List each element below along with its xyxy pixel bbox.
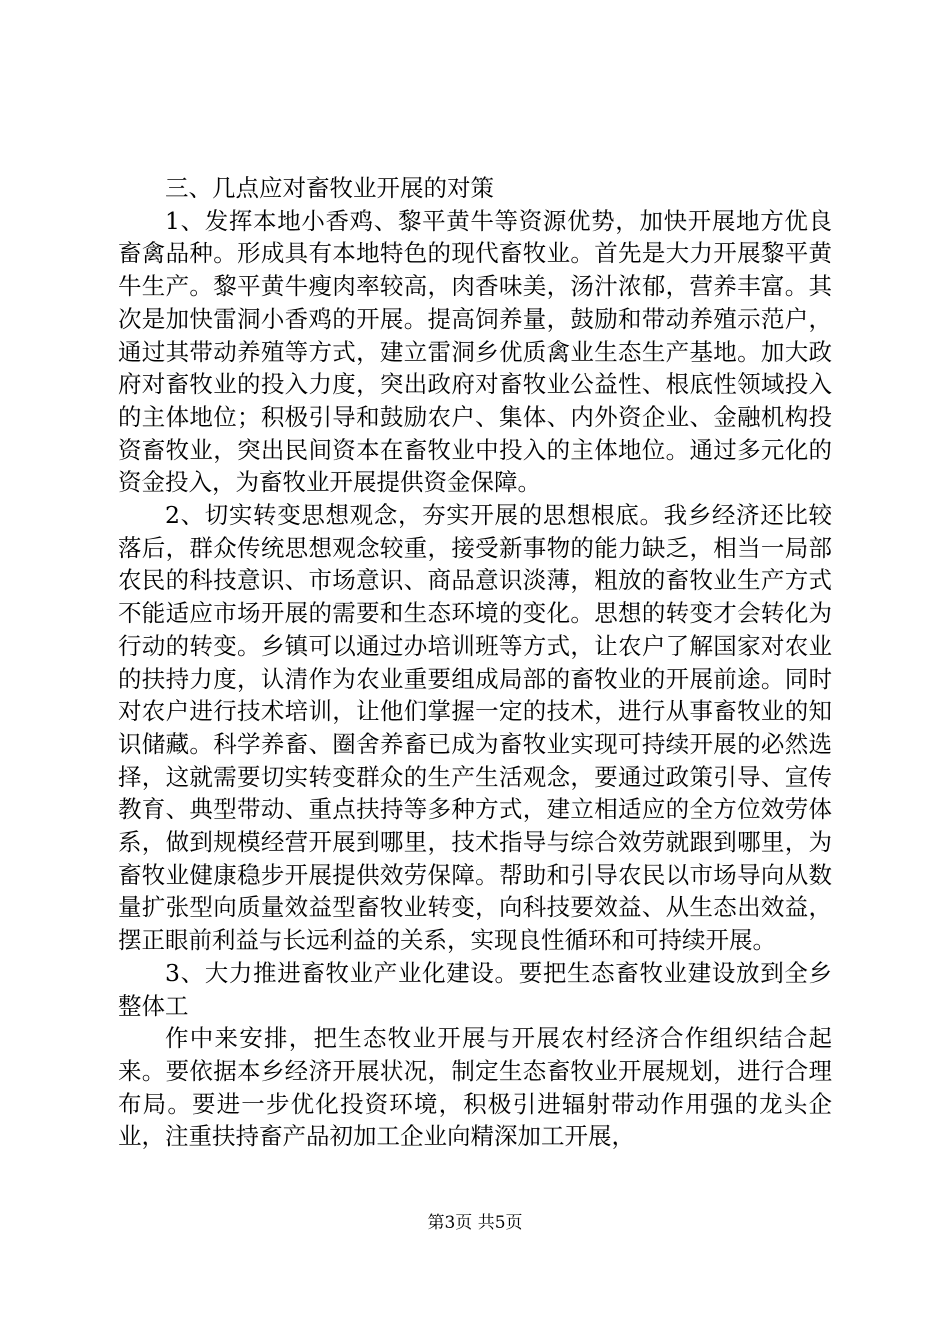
paragraph-2: 2、切实转变思想观念，夯实开展的思想根底。我乡经济还比较落后，群众传统思想观念较重，接受新事物的能力缺乏，相当一局部农民的科技意识、市场意识、商品意识淡薄，粗放的畜牧业生产方式不能适应市场开展的需要和生态环境的变化。思想的转变才会转化为行动的转变。乡镇可以通过办培训班等方式，让农户了解国家对农业的扶持力度，认清作为农业重要组成局部的畜牧业的开展前途。同时对农户进行技术培训，让他们掌握一定的技术，进行从事畜牧业的知识储藏。科学养畜、圈舍养畜已成为畜牧业实现可持续开展的必然选择，这就需要切实转变群众的生产生活观念，要通过政策引导、宣传教育、典型带动、重点扶持等多种方式，建立相适应的全方位效劳体系，做到规模经营开展到哪里，技术指导与综合效劳就跟到哪里，为畜牧业健康稳步开展提供效劳保障。帮助和引导农民以市场导向从数量扩张型向质量效益型畜牧业转变，向科技要效益、从生态出效益，摆正眼前利益与长远利益的关系，实现良性循环和可持续开展。 [118, 501, 832, 955]
document-body [118, 172, 832, 1153]
paragraph-1: 1、发挥本地小香鸡、黎平黄牛等资源优势，加快开展地方优良畜禽品种。形成具有本地特色的现代畜牧业。首先是大力开展黎平黄牛生产。黎平黄牛瘦肉率较高，肉香味美，汤汁浓郁，营养丰富。其次是加快雷洞小香鸡的开展。提高饲养量，鼓励和带动养殖示范户，通过其带动养殖等方式，建立雷洞乡优质禽业生态生产基地。加大政府对畜牧业的投入力度，突出政府对畜牧业公益性、根底性领域投入的主体地位；积极引导和鼓励农户、集体、内外资企业、金融机构投资畜牧业，突出民间资本在畜牧业中投入的主体地位。通过多元化的资金投入，为畜牧业开展提供资金保障。 [118, 206, 832, 497]
section-heading: 三、几点应对畜牧业开展的对策 [165, 174, 494, 202]
paragraph-3: 3、大力推进畜牧业产业化建设。要把生态畜牧业建设放到全乡整体工 [118, 958, 832, 1020]
paragraph-4: 作中来安排，把生态牧业开展与开展农村经济合作组织结合起来。要依据本乡经济开展状况，制定生态畜牧业开展规划，进行合理布局。要进一步优化投资环境，积极引进辐射带动作用强的龙头企业，注重扶持畜产品初加工企业向精深加工开展， [118, 1024, 832, 1151]
page-footer: 第3页 共5页 [427, 1213, 523, 1233]
